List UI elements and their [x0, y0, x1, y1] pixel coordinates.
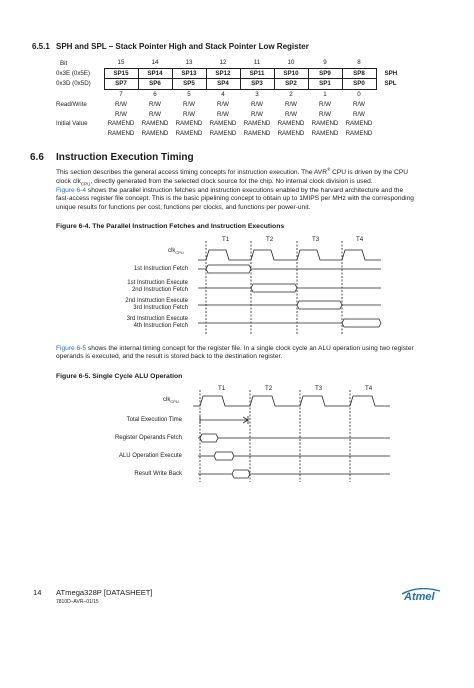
t4-label: T4 — [365, 385, 373, 392]
initial-value: RAMEND — [209, 120, 237, 128]
bit-field: SP8 — [342, 68, 376, 79]
t3-label: T3 — [312, 236, 320, 243]
initial-value: RAMEND — [311, 120, 339, 128]
bit-number: 3 — [255, 91, 259, 99]
bit-number: 8 — [357, 59, 361, 67]
bit-field: SP10 — [274, 68, 308, 79]
initial-value: RAMEND — [107, 130, 135, 138]
signal-label: Result Write Back — [134, 471, 182, 477]
rw-value: R/W — [284, 110, 298, 118]
bit-number: 7 — [119, 91, 123, 99]
section-title-sph-spl: SPH and SPL – Stack Pointer High and Stack Pointer Low Register — [56, 42, 309, 51]
rw-value: R/W — [318, 100, 332, 108]
initial-value: RAMEND — [209, 130, 237, 138]
register-name: SPH — [384, 69, 398, 77]
initial-value: RAMEND — [175, 130, 203, 138]
initial-value: RAMEND — [277, 130, 305, 138]
bit-field: SP11 — [240, 68, 274, 79]
signal-label: 1st Instruction Fetch — [133, 266, 188, 272]
t1-label: T1 — [222, 236, 230, 243]
t1-label: T1 — [218, 385, 226, 392]
rw-value: R/W — [114, 100, 128, 108]
initial-value: RAMEND — [107, 120, 135, 128]
bit-number: 1 — [323, 91, 327, 99]
rw-value: R/W — [216, 110, 230, 118]
paragraph-pipeline: Figure 6-4 shows the parallel instruction fetches and instruction executions enabled by the harvard architecture and the fast-access register file concept. This is the basic pipelining concept to obtain up to 1MIPS per MHz with the corresponding unique results for functions per cost, functions per clocks, and functions per power-unit. — [56, 187, 414, 211]
signal-label: 3rd Instruction Fetch — [133, 305, 188, 311]
bit-field: SP4 — [206, 79, 240, 90]
section-number-6-6: 6.6 — [30, 152, 44, 163]
figure-6-4-caption: Figure 6-4. The Parallel Instruction Fetches and Instruction Executions — [56, 223, 285, 230]
page-number: 14 — [33, 588, 42, 597]
signal-label: 1st Instruction Execute — [127, 280, 188, 286]
bit-field: SP15 — [104, 68, 138, 79]
register-address: 0x3E (0x5E) — [56, 69, 91, 77]
bit-number: 12 — [219, 59, 227, 67]
atmel-logo-text: Atmel — [404, 591, 435, 603]
rw-value: R/W — [250, 110, 264, 118]
bit-number: 10 — [287, 59, 295, 67]
signal-label: Register Operands Fetch — [114, 435, 182, 441]
bit-number: 6 — [153, 91, 157, 99]
t2-label: T2 — [265, 385, 273, 392]
initial-value-label: Initial Value — [56, 120, 88, 128]
rw-value: R/W — [250, 100, 264, 108]
initial-value: RAMEND — [277, 120, 305, 128]
bit-label: Bit — [60, 59, 68, 67]
bit-number: 2 — [289, 91, 293, 99]
signal-label: ALU Operation Execute — [118, 453, 182, 459]
signal-label: 3rd Instruction Execute — [126, 316, 188, 322]
rw-value: R/W — [148, 100, 162, 108]
rw-value: R/W — [318, 110, 332, 118]
paragraph-intro: This section describes the general access timing concepts for instruction execution. The AVR® CPU is driven by the CPU clock clk$_{CPU}$, directly generated from the selected clock source for the chip. No internal clock division is used. — [56, 167, 408, 186]
section-number-6-5-1: 6.5.1 — [32, 42, 50, 51]
rw-value: R/W — [216, 100, 230, 108]
bit-field: SP14 — [138, 68, 172, 79]
clk-cpu-label: clk$_{CPU}$ — [168, 248, 184, 256]
signal-label: 2nd Instruction Execute — [125, 298, 188, 304]
bit-field: SP5 — [172, 79, 206, 90]
signal-label: Total Execution Time — [126, 417, 182, 423]
initial-value: RAMEND — [345, 120, 373, 128]
rw-value: R/W — [352, 100, 366, 108]
rw-value: R/W — [114, 110, 128, 118]
bit-field: SP7 — [104, 79, 138, 90]
read-write-label: Read/Write — [56, 100, 87, 108]
t2-label: T2 — [266, 236, 274, 243]
bit-field: SP2 — [274, 79, 308, 90]
signal-label: 4th Instruction Fetch — [133, 323, 188, 329]
clk-cpu-label: clk$_{CPU}$ — [163, 397, 179, 405]
bit-field: SP9 — [308, 68, 342, 79]
figure-6-5-caption: Figure 6-5. Single Cycle ALU Operation — [56, 373, 183, 380]
rw-value: R/W — [182, 110, 196, 118]
bit-number: 13 — [185, 59, 193, 67]
initial-value: RAMEND — [243, 120, 271, 128]
bit-field: SP1 — [308, 79, 342, 90]
register-address: 0x3D (0x5D) — [56, 80, 91, 88]
initial-value: RAMEND — [141, 130, 169, 138]
signal-label: 2nd Instruction Fetch — [131, 287, 188, 293]
bit-number: 5 — [187, 91, 191, 99]
t4-label: T4 — [356, 236, 364, 243]
initial-value: RAMEND — [345, 130, 373, 138]
bit-number: 9 — [323, 59, 327, 67]
initial-value: RAMEND — [243, 130, 271, 138]
bit-number: 0 — [357, 91, 361, 99]
initial-value: RAMEND — [175, 120, 203, 128]
bit-field: SP12 — [206, 68, 240, 79]
bit-field: SP0 — [342, 79, 376, 90]
document-code: 7810D–AVR–01/15 — [56, 599, 99, 605]
atmel-logo — [400, 588, 448, 606]
rw-value: R/W — [352, 110, 366, 118]
bit-number: 15 — [117, 59, 125, 67]
figure-6-5-link[interactable]: Figure 6-5 — [56, 345, 87, 352]
bit-field: SP6 — [138, 79, 172, 90]
bit-number: 14 — [151, 59, 159, 67]
figure-6-4-link[interactable]: Figure 6-4 — [56, 187, 87, 194]
document-title: ATmega328P [DATASHEET] — [56, 588, 153, 597]
bit-number: 4 — [221, 91, 225, 99]
initial-value: RAMEND — [311, 130, 339, 138]
register-name: SPL — [384, 80, 397, 88]
bit-number: 11 — [253, 59, 261, 67]
rw-value: R/W — [148, 110, 162, 118]
section-title-timing: Instruction Execution Timing — [56, 152, 194, 163]
t3-label: T3 — [315, 385, 323, 392]
initial-value: RAMEND — [141, 120, 169, 128]
bit-field: SP13 — [172, 68, 206, 79]
rw-value: R/W — [182, 100, 196, 108]
bit-field: SP3 — [240, 79, 274, 90]
rw-value: R/W — [284, 100, 298, 108]
paragraph-register-file: Figure 6-5 shows the internal timing concept for the register file. In a single clock cycle an ALU operation using two register operands is executed, and the result is stored back to the destination register. — [56, 345, 414, 361]
